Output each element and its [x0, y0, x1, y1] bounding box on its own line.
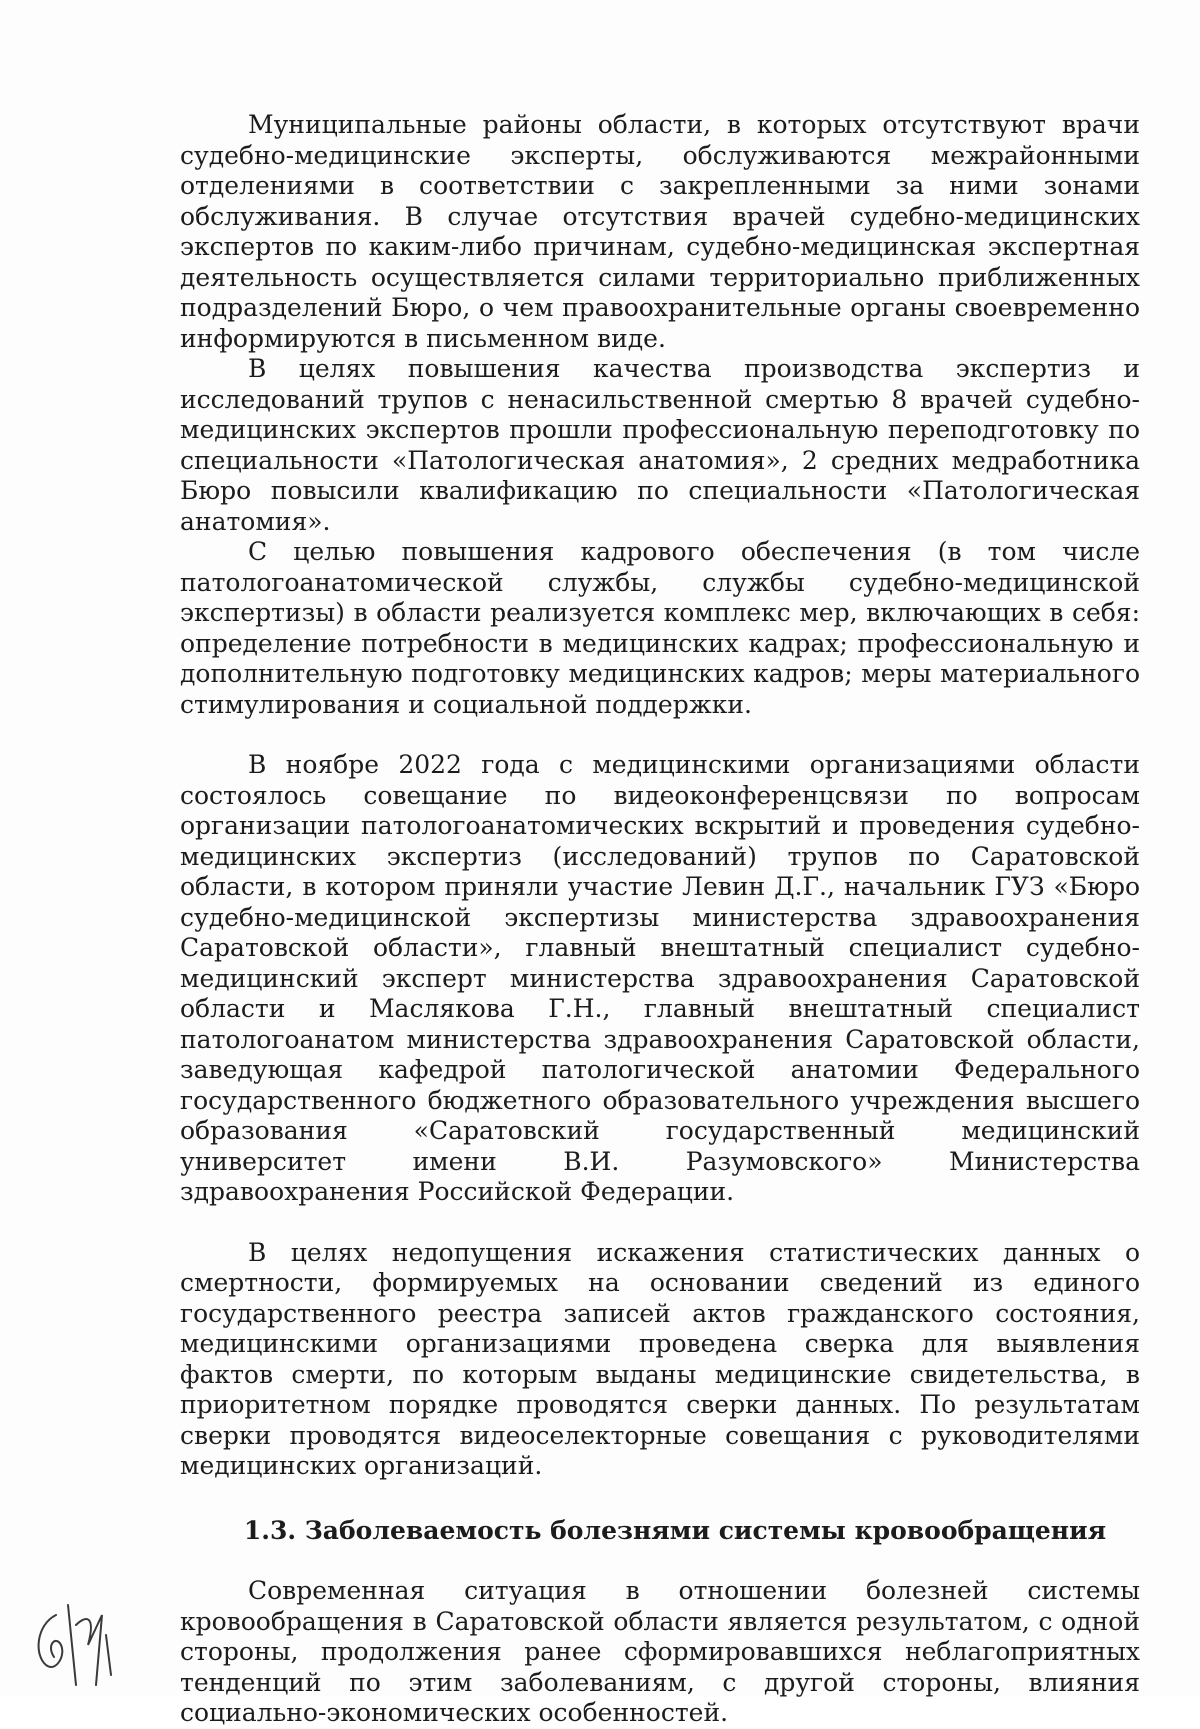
section-heading: 1.3. Заболеваемость болезнями системы кровообращения [243, 1515, 1107, 1545]
paragraph-circulatory-diseases: Современная ситуация в отношении болезней системы кровообращения в Саратовской области является результатом, с одной стороны, продолжения ранее сформировавшихся неблагоприятных тенденций по этим заболеваниям, с другой стороны, влияния социально-экономических особенностей. [180, 1576, 1140, 1727]
document-body [180, 110, 1140, 1729]
paragraph-videoconference: В ноябре 2022 года с медицинскими организациями области состоялось совещание по видеоконференцсвязи по вопросам организации патологоанатомических вскрытий и проведения судебно-медицинских экспертиз (исследований) трупов по Саратовской области, в котором приняли участие Левин Д.Г., начальник ГУЗ «Бюро судебно-медицинской экспертизы министерства здравоохранения Саратовской области», главный внештатный специалист судебно-медицинский эксперт министерства здравоохранения Саратовской области и Маслякова Г.Н., главный внештатный специалист патологоанатом министерства здравоохранения Саратовской области, заведующая кафедрой патологической анатомии Федерального государственного бюджетного образовательного учреждения высшего образования «Саратовский государственный медицинский университет имени В.И. Разумовского» Министерства здравоохранения Российской Федерации. [180, 750, 1140, 1206]
paragraph-qualification: В целях повышения качества производства экспертиз и исследований трупов с ненасильственной смертью 8 врачей судебно-медицинских экспертов прошли профессиональную переподготовку по специальности «Патологическая анатомия», 2 средних медработника Бюро повысили квалификацию по специальности «Патологическая анатомия». [180, 354, 1140, 536]
handwritten-signature [16, 1585, 126, 1695]
paragraph-statistics: В целях недопущения искажения статистических данных о смертности, формируемых на основании сведений из единого государственного реестра записей актов гражданского состояния, медицинскими организациями проведена сверка для выявления фактов смерти, по которым выданы медицинские свидетельства, в приоритетном порядке проводятся сверки данных. По результатам сверки проводятся видеоселекторные совещания с руководителями медицинских организаций. [180, 1237, 1140, 1480]
paragraph-interdistrict-service: Муниципальные районы области, в которых отсутствуют врачи судебно-медицинские эксперты, обслуживаются межрайонными отделениями в соответствии с закрепленными за ними зонами обслуживания. В случае отсутствия врачей судебно-медицинских экспертов по каким-либо причинам, судебно-медицинская экспертная деятельность осуществляется силами территориально приближенных подразделений Бюро, о чем правоохранительные органы своевременно информируются в письменном виде. [180, 110, 1140, 353]
paragraph-staffing: С целью повышения кадрового обеспечения (в том числе патологоанатомической службы, службы судебно-медицинской экспертизы) в области реализуется комплекс мер, включающих в себя: определение потребности в медицинских кадрах; профессиональную и дополнительную подготовку медицинских кадров; меры материального стимулирования и социальной поддержки. [180, 537, 1140, 719]
